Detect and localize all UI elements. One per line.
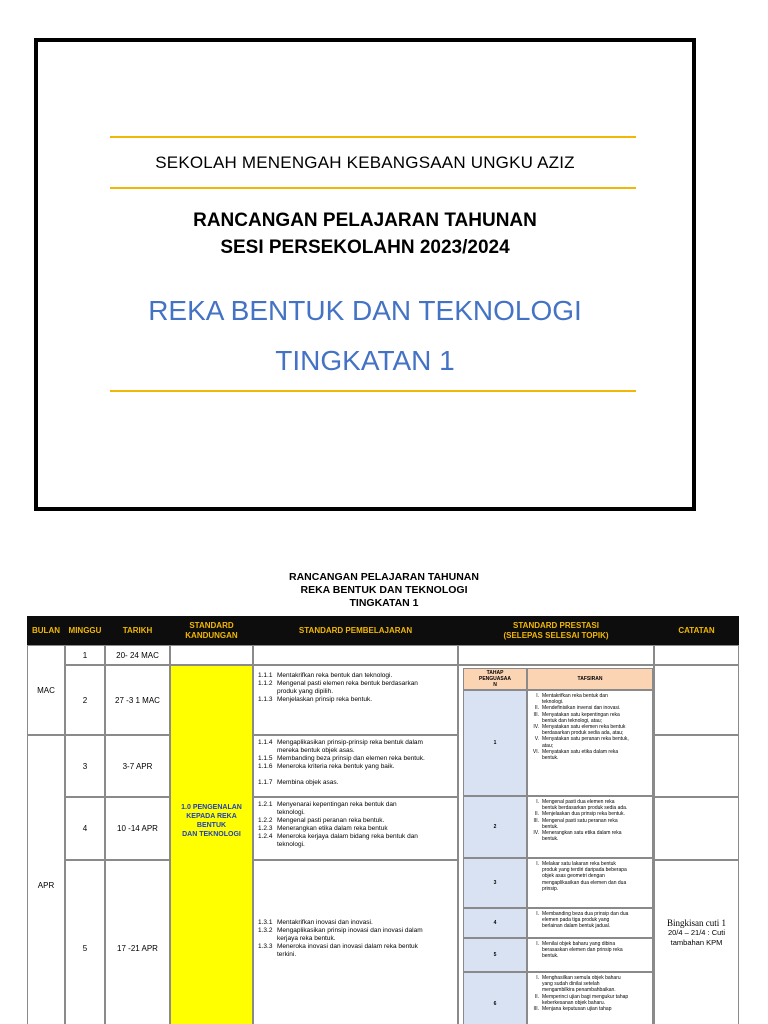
tahap-level: 6 (463, 972, 527, 1024)
sp-item (258, 935, 451, 943)
sp-text: Mengaplikasikan prinsip inovasi dan inovasi dalam (277, 927, 423, 934)
sp-text: mereka bentuk objek asas. (277, 747, 355, 754)
sp-item (258, 825, 451, 833)
header-prestasi (458, 616, 654, 645)
sp-number (258, 771, 277, 779)
sp-item (258, 696, 451, 704)
tafsiran-level (527, 858, 653, 908)
sp-item (258, 771, 451, 779)
sp-number: 1.3.2 (258, 927, 273, 934)
week-number: 5 (65, 860, 105, 1024)
catatan-note-line2: 20/4 – 21/4 : Cuti (667, 928, 726, 937)
month-mac: MAC (27, 645, 65, 735)
catatan-note-line1: Bingkisan cuti 1 (667, 918, 726, 928)
sp-text: Membina objek asas. (277, 779, 339, 786)
sp-item (258, 672, 451, 680)
pembelajaran-week4 (253, 797, 458, 860)
tahap-header-line3: N (493, 682, 497, 688)
sp-item (258, 951, 451, 959)
gold-divider (110, 390, 636, 392)
sp-item (258, 817, 451, 825)
header-kandungan-line1: STANDARD (189, 620, 234, 630)
tafsiran-roman: III. (533, 817, 539, 824)
tafsiran-text: berlainan dalam bentuk jadual. (542, 923, 611, 930)
sp-number: 1.2.3 (258, 825, 273, 832)
tafsiran-text: Menyatakan satu elemen reka bentuk (542, 724, 626, 731)
cover-subject (38, 286, 692, 386)
header-pembelajaran: STANDARD PEMBELAJARAN (253, 616, 458, 645)
sp-text: Mengaplikasikan prinsip-prinsip reka bentuk dalam (277, 739, 423, 746)
tafsiran-roman (532, 836, 542, 842)
tafsiran-roman: I. (536, 975, 539, 981)
catatan-note-line3: tambahan KPM (670, 938, 723, 947)
tafsiran-text: elemen pada tiga produk yang (542, 917, 610, 924)
tafsiran-item (532, 953, 649, 959)
tafsiran-item (532, 755, 649, 761)
prestasi-cell-empty (458, 645, 654, 665)
kandungan-cell-empty (170, 645, 253, 665)
tafsiran-text: produk yang terdiri daripada beberapa (542, 867, 627, 874)
tafsiran-roman: I. (536, 693, 539, 699)
tahap-header (463, 668, 527, 690)
header-catatan: CATATAN (654, 616, 739, 645)
tafsiran-text: Menyatakan satu kepentingan reka (542, 711, 620, 718)
tafsiran-header: TAFSIRAN (527, 668, 653, 690)
sp-text: Mengenal pasti peranan reka bentuk. (277, 817, 385, 824)
tafsiran-text: Menjana keputusan ujian tahap (542, 1006, 612, 1013)
tafsiran-text: atau; (542, 742, 554, 749)
header-prestasi-line1: STANDARD PRESTASI (513, 620, 599, 630)
catatan-note (667, 918, 726, 948)
tafsiran-roman (532, 755, 542, 761)
sp-text: teknologi. (277, 841, 305, 848)
kandungan-label-line1: 1.0 PENGENALAN (181, 803, 242, 811)
tafsiran-text: Memperinci ujian bagi mengukur tahap (542, 993, 629, 1000)
tafsiran-text: bentuk. (542, 836, 559, 843)
tafsiran-level (527, 796, 653, 858)
gold-divider (110, 187, 636, 189)
kandungan-label (171, 803, 252, 839)
cover-page (34, 38, 696, 511)
sp-number: 1.1.6 (258, 763, 273, 770)
sp-number: 1.1.3 (258, 696, 273, 703)
tafsiran-roman: III. (533, 1006, 539, 1013)
sp-item (258, 763, 451, 771)
tahap-header-line1: TAHAP (486, 670, 504, 676)
header-kandungan (170, 616, 253, 645)
sp-text: kerjaya reka bentuk. (277, 935, 336, 942)
tafsiran-level (527, 690, 653, 796)
week-number: 4 (65, 797, 105, 860)
tafsiran-text: berasaskan elemen dan prinsip reka (542, 947, 623, 954)
month-apr: APR (27, 735, 65, 1024)
header-tarikh: TARIKH (105, 616, 170, 645)
sp-number: 1.2.2 (258, 817, 273, 824)
sp-item (258, 755, 451, 763)
sp-number: 1.1.7 (258, 779, 273, 786)
tafsiran-text: bentuk. (542, 755, 559, 762)
sp-text: teknologi. (277, 809, 305, 816)
sp-item (258, 688, 451, 696)
document-heading (0, 571, 768, 610)
tafsiran-text: Melakar satu lakaran reka bentuk (542, 861, 616, 867)
tahap-level: 5 (463, 938, 527, 972)
catatan-cell (654, 797, 739, 860)
tafsiran-item (532, 1006, 649, 1012)
tafsiran-roman: I. (536, 941, 539, 947)
sp-item (258, 680, 451, 688)
week-date: 10 -14 APR (105, 797, 170, 860)
tafsiran-roman: I. (536, 799, 539, 805)
tafsiran-roman: IV. (533, 724, 539, 731)
tafsiran-text: objek asas geometri dengan (542, 873, 605, 880)
sp-item (258, 779, 451, 787)
sp-item (258, 739, 451, 747)
sp-number (258, 747, 277, 755)
tafsiran-text: keberkesanan objek baharu. (542, 999, 606, 1006)
tafsiran-roman (532, 886, 542, 892)
tahap-level: 3 (463, 858, 527, 908)
tafsiran-text: Menyatakan satu etika dalam reka (542, 748, 619, 755)
tafsiran-text: Menilai objek baharu yang dibina (542, 941, 616, 947)
sp-number (258, 688, 277, 696)
week-number: 1 (65, 645, 105, 665)
sp-text: Meneroka inovasi dan inovasi dalam reka bentuk (277, 943, 418, 950)
tafsiran-level (527, 972, 653, 1024)
rpt-table (27, 616, 739, 1024)
week-date: 27 -3 1 MAC (105, 665, 170, 735)
sp-text: Membanding beza prinsip dan elemen reka bentuk. (277, 755, 425, 762)
tafsiran-roman: II. (534, 811, 539, 818)
week-date: 20- 24 MAC (105, 645, 170, 665)
sp-text: produk yang dipilih. (277, 688, 334, 695)
doc-heading-line2: REKA BENTUK DAN TEKNOLOGI (300, 584, 468, 596)
kandungan-label-line3: DAN TEKNOLOGI (182, 830, 241, 838)
tahap-header-line2: PENGUASAA (479, 676, 511, 682)
pembelajaran-week3 (253, 735, 458, 797)
tafsiran-text: berdasarkan produk sedia ada, atau; (542, 730, 624, 737)
tafsiran-roman (532, 923, 542, 929)
sp-text: terkini. (277, 951, 297, 958)
tafsiran-text: bentuk dan teknologi, atau; (542, 717, 603, 724)
catatan-cell (654, 645, 739, 665)
tafsiran-text: Menerangkan satu etika dalam reka (542, 830, 622, 837)
cover-title-line2: SESI PERSEKOLAHN 2023/2024 (220, 237, 510, 258)
tafsiran-text: Mengenal pasti dua elemen reka (542, 799, 615, 805)
tafsiran-roman: II. (534, 705, 539, 712)
sp-item (258, 809, 451, 817)
week-date: 17 -21 APR (105, 860, 170, 1024)
week-date: 3-7 APR (105, 735, 170, 797)
tafsiran-roman (532, 953, 542, 959)
cover-subject-line2: TINGKATAN 1 (275, 345, 455, 376)
sp-number (258, 951, 277, 959)
week-number: 3 (65, 735, 105, 797)
sp-number: 1.2.4 (258, 833, 273, 840)
tafsiran-text: bentuk berdasarkan produk sedia ada. (542, 805, 628, 812)
week-number: 2 (65, 665, 105, 735)
tafsiran-item (532, 923, 649, 929)
doc-heading-line3: TINGKATAN 1 (349, 597, 419, 609)
sp-number: 1.1.2 (258, 680, 273, 687)
sp-text: Menjelaskan prinsip reka bentuk. (277, 696, 373, 703)
pembelajaran-week5 (253, 860, 458, 1024)
tafsiran-text: teknologi. (542, 699, 564, 706)
tafsiran-text: Mengenal pasti satu peranan reka (542, 817, 618, 824)
tafsiran-text: Menghasilkan semula objek baharu (542, 975, 621, 981)
sp-item (258, 943, 451, 951)
header-kandungan-line2: KANDUNGAN (185, 630, 238, 640)
tahap-level: 2 (463, 796, 527, 858)
school-name: SEKOLAH MENENGAH KEBANGSAAN UNGKU AZIZ (155, 153, 575, 172)
sp-number: 1.3.3 (258, 943, 273, 950)
tafsiran-roman: IV. (533, 830, 539, 837)
catatan-cell (654, 665, 739, 735)
sp-item (258, 927, 451, 935)
tahap-level: 4 (463, 908, 527, 938)
doc-heading-line1: RANCANGAN PELAJARAN TAHUNAN (289, 571, 479, 583)
sp-number: 1.1.5 (258, 755, 273, 762)
sp-text: Meneroka kriteria reka bentuk yang baik. (277, 763, 395, 770)
cover-subject-line1: REKA BENTUK DAN TEKNOLOGI (148, 295, 582, 326)
sp-number: 1.1.1 (258, 672, 273, 679)
cover-title (38, 207, 692, 261)
kandungan-cell (170, 665, 253, 1024)
tafsiran-text: Mendefinisikan invensi dan inovasi. (542, 705, 621, 712)
sp-item (258, 841, 451, 849)
tafsiran-level (527, 938, 653, 972)
pembelajaran-cell-empty (253, 645, 458, 665)
sp-item (258, 833, 451, 841)
tafsiran-roman: VI. (532, 748, 539, 755)
sp-text: Mentakrifkan inovasi dan inovasi. (277, 919, 373, 926)
tafsiran-text: Menyatakan satu peranan reka bentuk, (542, 736, 629, 743)
pembelajaran-week2 (253, 665, 458, 735)
tafsiran-text: yang sudah dinilai setelah (542, 981, 600, 988)
tafsiran-roman: I. (536, 911, 539, 917)
sp-number: 1.3.1 (258, 919, 273, 926)
tafsiran-text: mengambilkira penambahbaikan. (542, 987, 616, 994)
cover-title-line1: RANCANGAN PELAJARAN TAHUNAN (193, 210, 537, 231)
tafsiran-item (532, 836, 649, 842)
sp-text: Menerangkan etika dalam reka bentuk (277, 825, 388, 832)
catatan-cell (654, 735, 739, 797)
tafsiran-text: mengaplikasikan dua elemen dan dua (542, 879, 627, 886)
header-minggu: MINGGU (65, 616, 105, 645)
tafsiran-level (527, 908, 653, 938)
sp-number (258, 809, 277, 817)
tafsiran-text: Membanding beza dua prinsip dan dua (542, 911, 629, 917)
sp-item (258, 919, 451, 927)
tahap-level: 1 (463, 690, 527, 796)
header-bulan: BULAN (27, 616, 65, 645)
kandungan-label-line2: KEPADA REKA BENTUK (186, 812, 237, 829)
sp-text: Mentakrifkan reka bentuk dan teknologi. (277, 672, 393, 679)
sp-number (258, 935, 277, 943)
tafsiran-roman: V. (534, 736, 539, 743)
sp-text: Meneroka kerjaya dalam bidang reka bentuk dan (277, 833, 418, 840)
tafsiran-roman: II. (534, 993, 539, 1000)
catatan-cell-week5 (654, 860, 739, 1024)
tafsiran-text: bentuk. (542, 823, 559, 830)
sp-item (258, 747, 451, 755)
tafsiran-roman: I. (536, 861, 539, 867)
sp-number (258, 841, 277, 849)
tafsiran-text: bentuk. (542, 953, 559, 960)
header-prestasi-line2: (SELEPAS SELESAI TOPIK) (503, 630, 609, 640)
gold-divider (110, 136, 636, 138)
tafsiran-item (532, 886, 649, 892)
sp-text: Mengenal pasti elemen reka bentuk berdasarkan (277, 680, 418, 687)
tafsiran-text: Menjelaskan dua prinsip reka bentuk. (542, 811, 625, 818)
tafsiran-roman: III. (533, 711, 539, 718)
sp-number: 1.1.4 (258, 739, 273, 746)
sp-number: 1.2.1 (258, 801, 273, 808)
sp-item (258, 801, 451, 809)
sp-text: Menyenarai kepentingan reka bentuk dan (277, 801, 397, 808)
tafsiran-text: prinsip. (542, 885, 559, 892)
tafsiran-text: Mentakrifkan reka bentuk dan (542, 693, 608, 699)
